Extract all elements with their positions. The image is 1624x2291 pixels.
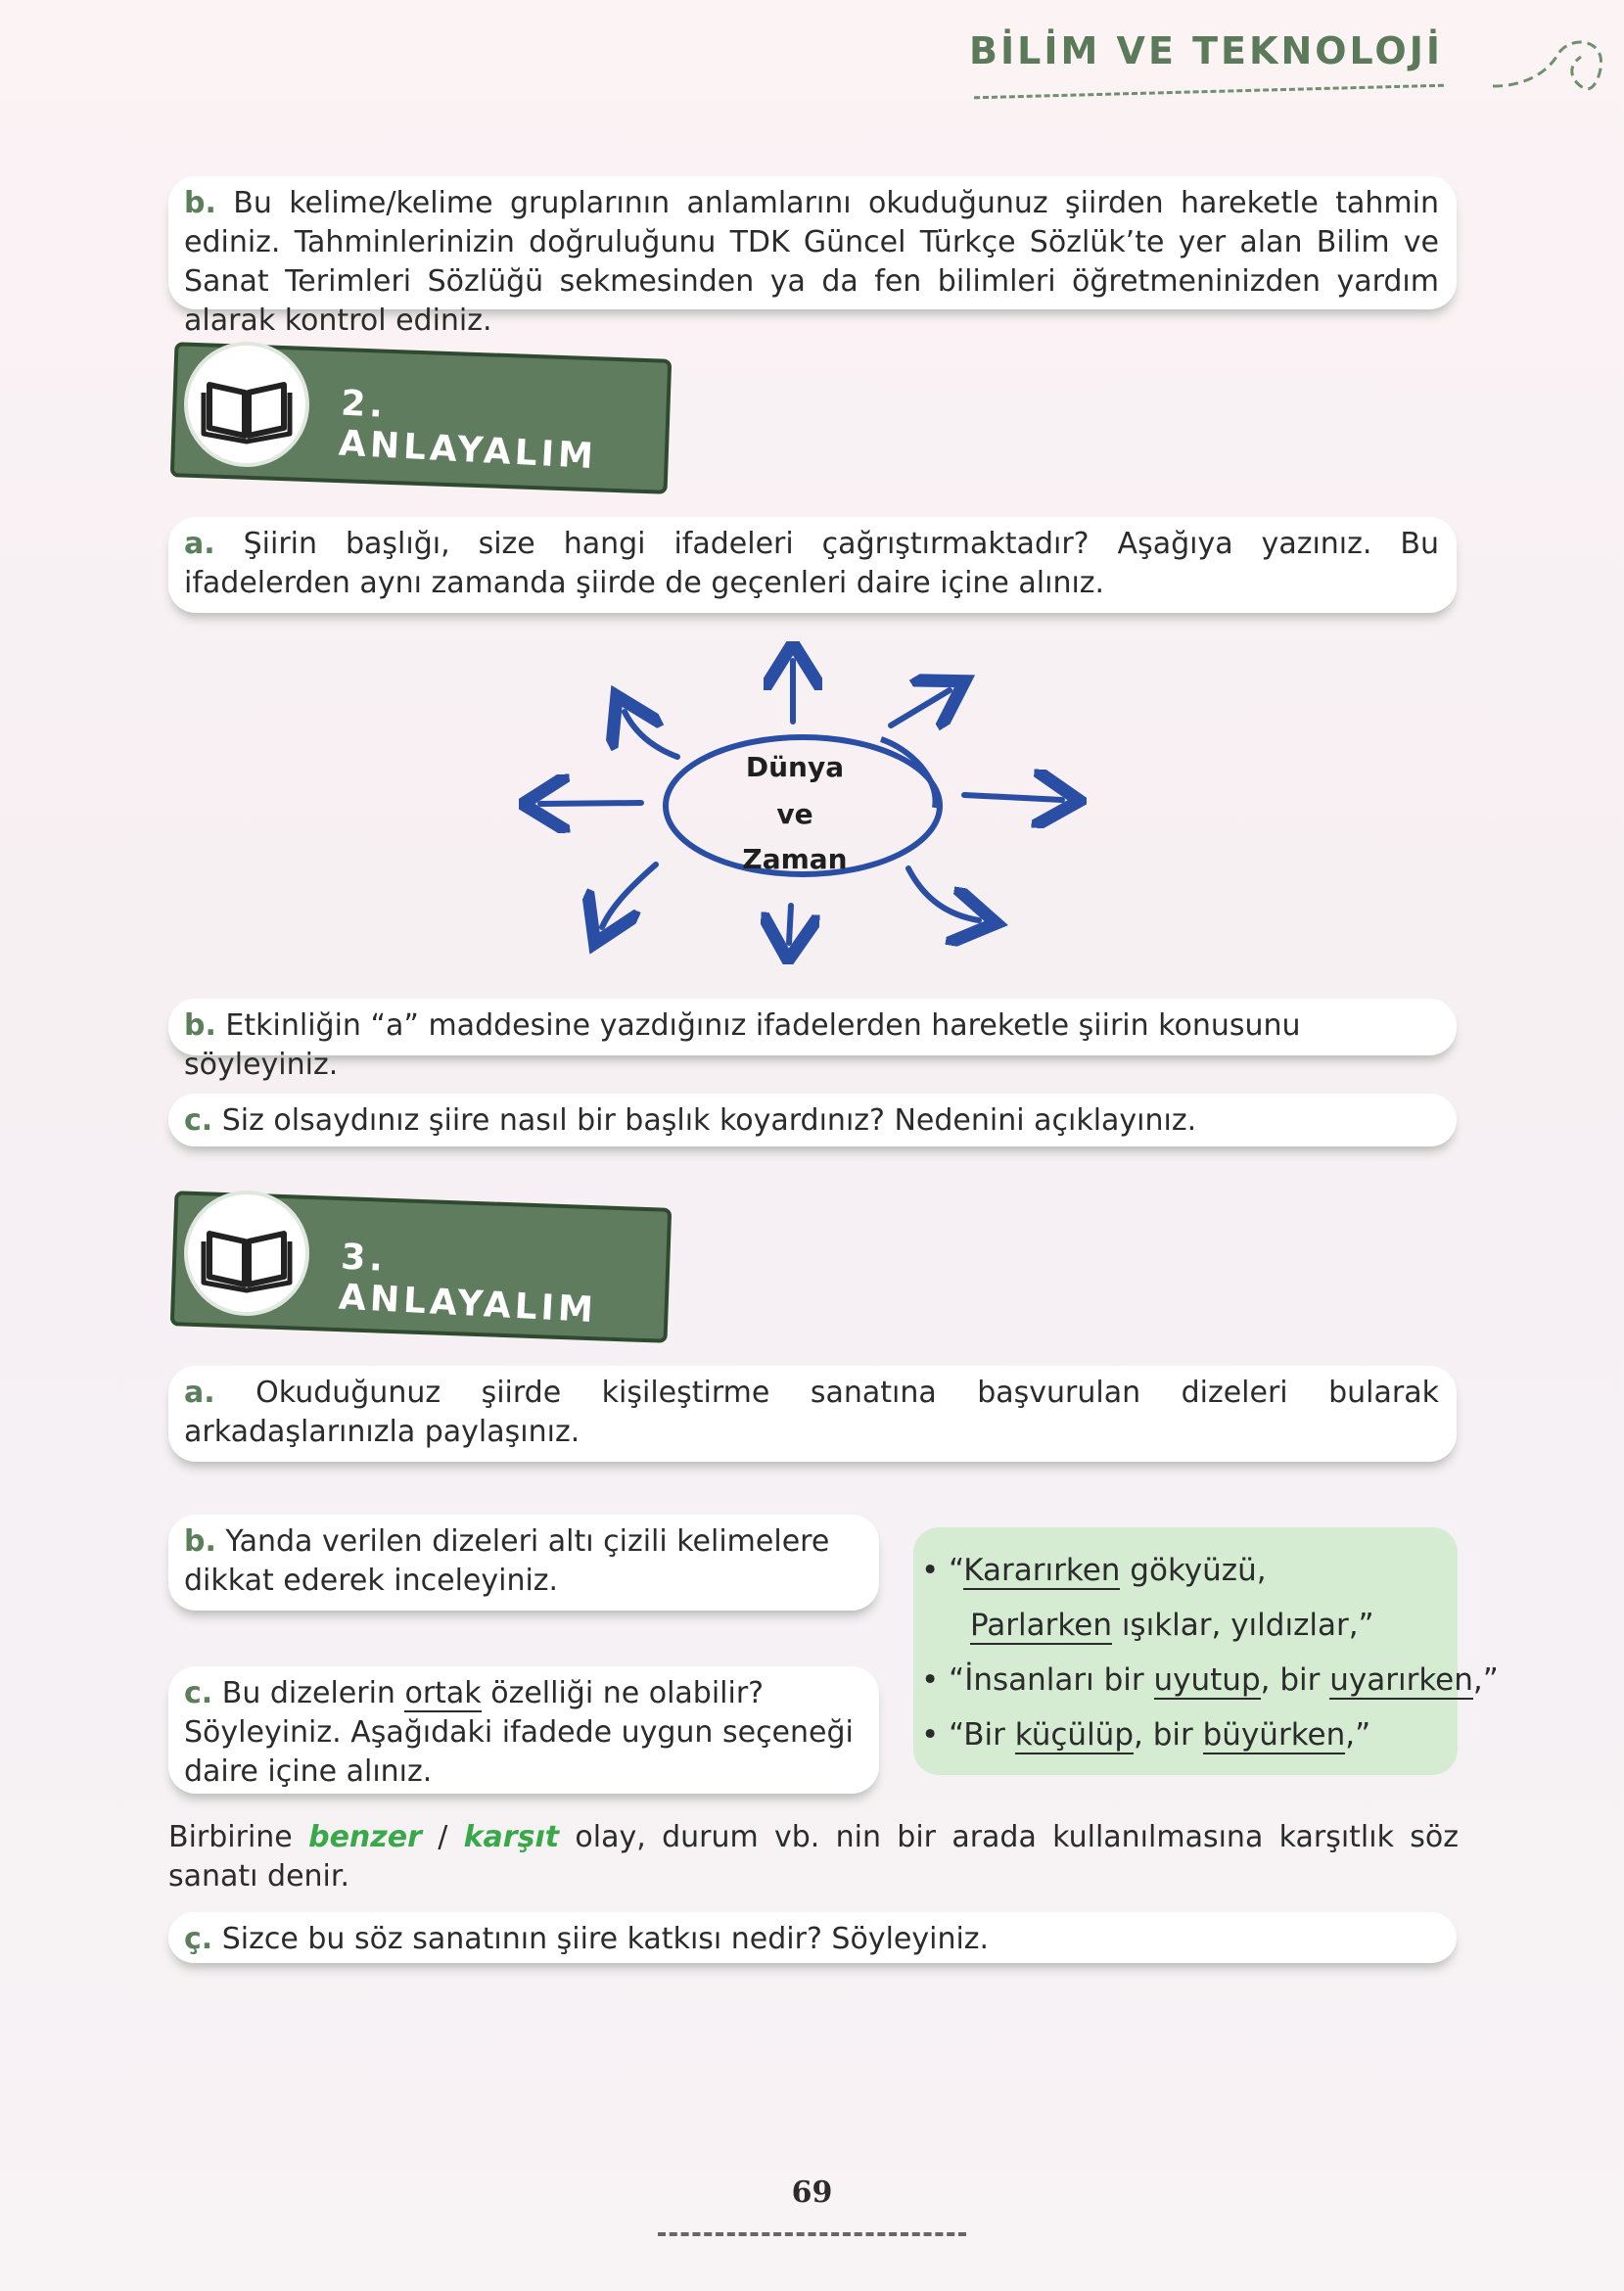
question-card-2c [168, 1094, 1457, 1146]
bullet: • [921, 1717, 950, 1753]
section-title: 3. ANLAYALIM [338, 1237, 598, 1332]
arrow-up-right-icon [891, 690, 950, 725]
swirl-decoration-icon [1488, 18, 1605, 125]
header-title: BİLİM VE TEKNOLOJİ [969, 29, 1443, 72]
question-text: Siz olsaydınız şiire nasıl bir başlık koyardınız? Nedenini açıklayınız. [221, 1103, 1197, 1138]
center-text-3: Zaman [742, 843, 848, 875]
open-book-icon [188, 346, 305, 463]
question-text: Bu kelime/kelime gruplarının anlamlarını okuduğunuz şiirden hareketle tahmin ediniz. Tahminlerinizin doğruluğunu TDK Güncel Türkçe Sözlük’te yer alan Bilim ve Sanat Terimleri Sözlüğü sekmesinden ya da fen bilimleri öğretmeninizden yardım alarak kontrol ediniz. [184, 186, 1439, 338]
center-text-2: ve [776, 798, 813, 830]
arrow-right-icon [964, 795, 1062, 800]
verses-box [913, 1527, 1499, 1775]
option-benzer[interactable]: benzer [308, 1820, 422, 1854]
question-card-3c-cedilla [168, 1912, 1457, 1963]
question-label: c. [184, 1676, 213, 1710]
underlined-word: küçülüp [1014, 1717, 1135, 1753]
question-text: Şiirin başlığı, size hangi ifadeleri çağrıştırmaktadır? Aşağıya yazınız. Bu ifadelerden aynı zamanda şiirde de geçenleri daire içine alınız. [184, 527, 1439, 600]
question-text: Sizce bu söz sanatının şiire katkısı nedir? Söyleyiniz. [221, 1922, 990, 1956]
bullet: • [921, 1553, 950, 1588]
underlined-word: Kararırken [963, 1553, 1121, 1588]
arrow-down-left-icon [602, 865, 656, 927]
verse-line-4: • “Bir küçülüp, bir büyürken,” [921, 1717, 1371, 1753]
verse-line-2: Parlarken ışıklar, yıldızlar,” [970, 1608, 1374, 1643]
verse-line-1: • “Kararırken gökyüzü, [921, 1553, 1267, 1588]
question-text: Etkinliğin “a” maddesine yazdığınız ifadelerden hareketle şiirin konusunu söyleyiniz. [184, 1008, 1301, 1082]
question-label: a. [184, 1376, 215, 1410]
arrow-up-left-icon [625, 712, 677, 757]
center-text-1: Dünya [745, 751, 845, 783]
page-number: 69 [791, 2175, 833, 2210]
question-card-2a [168, 517, 1457, 613]
fill-in-statement: Birbirine benzer / karşıt olay, durum vb. nin bir arada kullanılmasına karşıtlık söz sanatı denir. [168, 1820, 1459, 1894]
question-label: a. [184, 527, 215, 561]
arrow-down-icon [789, 906, 791, 943]
arrow-down-right-icon [908, 868, 979, 920]
section-2-banner [168, 343, 658, 480]
question-label: ç. [184, 1922, 213, 1956]
header-divider [974, 84, 1444, 100]
section-title: 2. ANLAYALIM [338, 383, 598, 478]
bullet: • [921, 1662, 950, 1698]
underlined-word: uyarırken [1329, 1662, 1473, 1698]
question-text: Yanda verilen dizeleri altı çizili kelimelere dikkat ederek inceleyiniz. [184, 1524, 830, 1598]
arrow-left-icon [540, 803, 641, 804]
underlined-word: büyürken [1202, 1717, 1346, 1753]
underlined-word: ortak [404, 1676, 482, 1710]
question-card-3b [168, 1515, 879, 1611]
mind-map-diagram [519, 641, 1087, 964]
question-card-3a [168, 1366, 1457, 1462]
banner-icon-circle [188, 1194, 305, 1312]
question-card-3c [168, 1666, 879, 1794]
section-3-banner [168, 1192, 658, 1332]
question-text: Okuduğunuz şiirde kişileştirme sanatına başvurulan dizeleri bularak arkadaşlarınızla paylaşınız. [184, 1376, 1439, 1449]
option-karsit[interactable]: karşıt [463, 1820, 560, 1854]
question-card-b [168, 176, 1457, 338]
question-text-end: özelliği ne olabilir? Söyleyiniz. Aşağıdaki ifadede uygun seçeneği daire içine alınız. [184, 1676, 854, 1789]
question-label: b. [184, 1524, 216, 1559]
question-text-start: Bu dizelerin [221, 1676, 395, 1710]
open-book-icon [188, 1194, 305, 1312]
underlined-word: uyutup [1153, 1662, 1261, 1698]
footer-divider [658, 2232, 966, 2236]
verse-line-3: • “İnsanları bir uyutup, bir uyarırken,” [921, 1662, 1499, 1698]
question-card-2b [168, 999, 1457, 1082]
question-label: b. [184, 186, 216, 220]
underlined-word: Parlarken [970, 1608, 1112, 1643]
banner-icon-circle [188, 346, 305, 463]
question-label: b. [184, 1008, 216, 1043]
question-label: c. [184, 1103, 213, 1138]
